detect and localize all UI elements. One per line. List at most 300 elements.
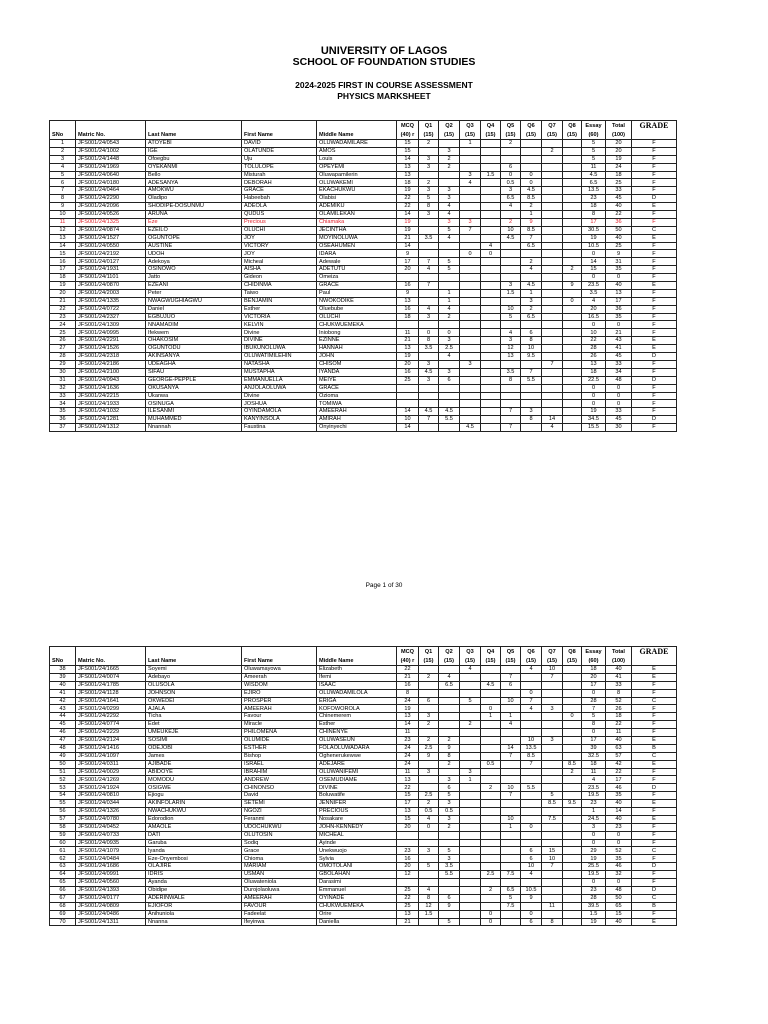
cell-total: 45 [606, 353, 632, 361]
cell-essay: 22.5 [582, 376, 606, 384]
cell-q4 [481, 721, 501, 729]
col-header-blank [632, 130, 677, 140]
cell-q5 [501, 855, 521, 863]
cell-sno: 9 [50, 203, 76, 211]
cell-q4 [481, 155, 501, 163]
cell-q7: 5 [542, 792, 563, 800]
cell-essay: 39 [582, 744, 606, 752]
col-header-q7: Q7 [542, 647, 563, 657]
cell-last-name: IDRIS [146, 871, 242, 879]
cell-mcq: 17 [397, 800, 419, 808]
cell-q4 [481, 416, 501, 424]
cell-matric-no: JFS001/24/1312 [76, 424, 146, 432]
cell-essay: 0 [582, 689, 606, 697]
cell-q8 [563, 918, 582, 926]
cell-q1 [419, 242, 439, 250]
cell-q5: 3.5 [501, 368, 521, 376]
cell-mcq [397, 274, 419, 282]
cell-middle-name: JECINTHA [317, 226, 397, 234]
cell-essay: 28 [582, 345, 606, 353]
cell-essay: 20 [582, 305, 606, 313]
cell-middle-name: OLUWANIFEMI [317, 768, 397, 776]
cell-first-name: VICTORIA [242, 313, 317, 321]
cell-middle-name: FOLAOLUWADARA [317, 744, 397, 752]
cell-first-name: Durojolaoluwa [242, 886, 317, 894]
cell-grade: F [632, 721, 677, 729]
cell-mcq: 16 [397, 305, 419, 313]
cell-q7 [542, 171, 563, 179]
col-header-q7: Q7 [542, 121, 563, 131]
cell-matric-no: JFS001/24/0452 [76, 823, 146, 831]
cell-first-name: CHINONSO [242, 784, 317, 792]
table-row [50, 305, 677, 313]
cell-q4 [481, 234, 501, 242]
cell-essay: 5 [582, 155, 606, 163]
cell-total: 0 [606, 839, 632, 847]
cell-last-name: ILESANMI [146, 408, 242, 416]
cell-q7 [542, 879, 563, 887]
table-row [50, 776, 677, 784]
cell-q7 [542, 823, 563, 831]
table-row [50, 855, 677, 863]
cell-q3 [460, 737, 481, 745]
cell-q4 [481, 673, 501, 681]
cell-q7 [542, 839, 563, 847]
col-header-q6-max: (15) [521, 130, 542, 140]
cell-q6 [521, 879, 542, 887]
cell-q6: 7 [521, 234, 542, 242]
table-row [50, 689, 677, 697]
cell-q8 [563, 839, 582, 847]
cell-q1: 9 [419, 752, 439, 760]
cell-total: 24 [606, 163, 632, 171]
table-row [50, 360, 677, 368]
cell-grade: F [632, 250, 677, 258]
cell-matric-no: JFS001/24/0722 [76, 305, 146, 313]
cell-q8: 9 [563, 282, 582, 290]
cell-essay: 25.5 [582, 863, 606, 871]
cell-total: 46 [606, 863, 632, 871]
cell-q7 [542, 886, 563, 894]
cell-matric-no: JFS001/24/0640 [76, 171, 146, 179]
cell-q3 [460, 384, 481, 392]
cell-mcq: 9 [397, 250, 419, 258]
table-row [50, 713, 677, 721]
cell-q8 [563, 408, 582, 416]
cell-q2: 2 [439, 313, 460, 321]
cell-last-name: Ticha [146, 713, 242, 721]
cell-matric-no: JFS001/24/2124 [76, 737, 146, 745]
cell-q6: 9.5 [521, 353, 542, 361]
cell-middle-name: Elizabeth [317, 666, 397, 674]
cell-grade: F [632, 871, 677, 879]
cell-matric-no: JFS001/24/0733 [76, 831, 146, 839]
cell-q8 [563, 666, 582, 674]
cell-essay: 29 [582, 847, 606, 855]
cell-last-name: Adekoya [146, 258, 242, 266]
cell-q1 [419, 289, 439, 297]
table-row [50, 266, 677, 274]
cell-grade: F [632, 266, 677, 274]
cell-q5: 2 [501, 218, 521, 226]
cell-q5 [501, 705, 521, 713]
cell-q2: 3 [439, 187, 460, 195]
cell-q7 [542, 910, 563, 918]
cell-grade: E [632, 760, 677, 768]
cell-mcq: 16 [397, 368, 419, 376]
cell-middle-name: OLUWASEUN [317, 737, 397, 745]
cell-mcq [397, 831, 419, 839]
cell-q8 [563, 384, 582, 392]
col-header-q5: Q5 [501, 121, 521, 131]
cell-grade: F [632, 329, 677, 337]
cell-matric-no: JFS001/24/1448 [76, 155, 146, 163]
cell-q2 [439, 713, 460, 721]
cell-mcq: 19 [397, 218, 419, 226]
cell-last-name: Edet [146, 721, 242, 729]
cell-essay: 19 [582, 918, 606, 926]
cell-total: 45 [606, 416, 632, 424]
cell-q4 [481, 666, 501, 674]
cell-q2: 6 [439, 894, 460, 902]
cell-q2: 1 [439, 289, 460, 297]
cell-sno: 36 [50, 416, 76, 424]
cell-grade: B [632, 744, 677, 752]
cell-q6: 8.5 [521, 226, 542, 234]
cell-first-name: EJIRO [242, 689, 317, 697]
cell-total: 40 [606, 815, 632, 823]
cell-q6 [521, 768, 542, 776]
cell-middle-name: NWOKODIKE [317, 297, 397, 305]
table-row [50, 744, 677, 752]
cell-q4 [481, 163, 501, 171]
cell-q3 [460, 831, 481, 839]
cell-q2 [439, 179, 460, 187]
cell-total: 0 [606, 274, 632, 282]
cell-q8 [563, 894, 582, 902]
cell-q4 [481, 195, 501, 203]
cell-q8 [563, 337, 582, 345]
cell-total: 40 [606, 800, 632, 808]
table-row [50, 721, 677, 729]
cell-q8 [563, 218, 582, 226]
cell-q8 [563, 737, 582, 745]
cell-matric-no: JFS001/24/1393 [76, 886, 146, 894]
cell-q8 [563, 321, 582, 329]
cell-mcq: 13 [397, 910, 419, 918]
table-row [50, 666, 677, 674]
cell-q8 [563, 195, 582, 203]
cell-mcq: 18 [397, 179, 419, 187]
cell-middle-name: ADEJARE [317, 760, 397, 768]
cell-matric-no: JFS001/24/0560 [76, 879, 146, 887]
cell-q5 [501, 863, 521, 871]
cell-grade: F [632, 705, 677, 713]
cell-mcq: 13 [397, 297, 419, 305]
cell-q7 [542, 313, 563, 321]
cell-q2: 6.5 [439, 681, 460, 689]
cell-middle-name: Ifemi [317, 673, 397, 681]
cell-last-name: OLAJIRE [146, 863, 242, 871]
cell-q8: 2 [563, 768, 582, 776]
cell-middle-name: ADEMIKU [317, 203, 397, 211]
cell-middle-name: Oluwapamilerin [317, 171, 397, 179]
cell-q7 [542, 376, 563, 384]
table-row [50, 211, 677, 219]
cell-q3 [460, 392, 481, 400]
cell-grade: F [632, 258, 677, 266]
cell-q4 [481, 744, 501, 752]
cell-sno: 65 [50, 879, 76, 887]
cell-q6 [521, 721, 542, 729]
cell-q8 [563, 155, 582, 163]
cell-first-name: BENJAMIN [242, 297, 317, 305]
cell-grade: F [632, 839, 677, 847]
cell-q1 [419, 855, 439, 863]
cell-q6 [521, 360, 542, 368]
cell-grade: F [632, 187, 677, 195]
cell-q4 [481, 815, 501, 823]
cell-q2: 8 [439, 752, 460, 760]
cell-total: 33 [606, 408, 632, 416]
col-header-essay-max: (60) [582, 130, 606, 140]
cell-q2: 3 [439, 815, 460, 823]
cell-first-name: Divine [242, 392, 317, 400]
cell-sno: 23 [50, 313, 76, 321]
cell-q6: 3 [521, 297, 542, 305]
cell-q6 [521, 776, 542, 784]
cell-total: 40 [606, 666, 632, 674]
cell-matric-no: JFS001/24/0870 [76, 282, 146, 290]
cell-q1: 3 [419, 360, 439, 368]
cell-matric-no: JFS001/24/1326 [76, 808, 146, 816]
cell-sno: 34 [50, 400, 76, 408]
cell-q2 [439, 400, 460, 408]
col-header-q2-max: (15) [439, 656, 460, 666]
cell-first-name: IBRAHIM [242, 768, 317, 776]
cell-q4 [481, 360, 501, 368]
cell-essay: 4 [582, 776, 606, 784]
cell-middle-name: OLAMILEKAN [317, 211, 397, 219]
cell-essay: 0 [582, 250, 606, 258]
col-header-total-max: (100) [606, 130, 632, 140]
cell-q4: 1 [481, 713, 501, 721]
cell-q7: 2 [542, 147, 563, 155]
cell-q1 [419, 918, 439, 926]
cell-q3: 4.5 [460, 424, 481, 432]
cell-q6: 1 [521, 289, 542, 297]
col-header-last-name: Last Name [146, 130, 242, 140]
cell-grade: F [632, 910, 677, 918]
cell-q4 [481, 902, 501, 910]
cell-q5 [501, 297, 521, 305]
cell-middle-name: Oghenerukewwe [317, 752, 397, 760]
cell-q7 [542, 400, 563, 408]
cell-matric-no: JFS001/24/1101 [76, 274, 146, 282]
cell-first-name: Chioma [242, 855, 317, 863]
cell-sno: 41 [50, 689, 76, 697]
cell-matric-no: JFS001/24/1032 [76, 408, 146, 416]
table-row [50, 681, 677, 689]
cell-q8 [563, 752, 582, 760]
col-header-grade: GRADE [632, 121, 677, 131]
cell-total: 46 [606, 784, 632, 792]
cell-mcq: 13 [397, 713, 419, 721]
cell-q4 [481, 226, 501, 234]
cell-last-name: OGUNTODU [146, 345, 242, 353]
cell-first-name: Oluwateniola [242, 879, 317, 887]
cell-first-name: OLUWATIMILEHIN [242, 353, 317, 361]
cell-q6: 9 [521, 894, 542, 902]
cell-grade: F [632, 211, 677, 219]
cell-q2: 0 [439, 329, 460, 337]
cell-sno: 48 [50, 744, 76, 752]
cell-matric-no: JFS001/24/0311 [76, 760, 146, 768]
cell-middle-name: OLUWADAMILARE [317, 140, 397, 148]
cell-q4 [481, 329, 501, 337]
cell-q3 [460, 800, 481, 808]
cell-last-name: Soyemi [146, 666, 242, 674]
cell-q4: 2.5 [481, 871, 501, 879]
cell-sno: 37 [50, 424, 76, 432]
cell-middle-name: PRECIOUS [317, 808, 397, 816]
cell-q5 [501, 737, 521, 745]
cell-last-name: Ejiogu [146, 792, 242, 800]
table-row [50, 297, 677, 305]
cell-q5: 12 [501, 345, 521, 353]
cell-q8 [563, 392, 582, 400]
cell-last-name: NNAMADIM [146, 321, 242, 329]
cell-q7 [542, 776, 563, 784]
cell-q5 [501, 689, 521, 697]
cell-q7: 10 [542, 855, 563, 863]
cell-q3 [460, 195, 481, 203]
cell-essay: 23.5 [582, 784, 606, 792]
cell-last-name: OSIGWE [146, 784, 242, 792]
cell-q3 [460, 400, 481, 408]
col-header-q1: Q1 [419, 647, 439, 657]
cell-q2: 5 [439, 918, 460, 926]
cell-total: 30 [606, 424, 632, 432]
cell-q2 [439, 140, 460, 148]
cell-grade: C [632, 752, 677, 760]
cell-sno: 31 [50, 376, 76, 384]
table-row [50, 808, 677, 816]
cell-q1: 7 [419, 282, 439, 290]
col-header-essay: Essay [582, 647, 606, 657]
cell-q8 [563, 400, 582, 408]
cell-grade: C [632, 226, 677, 234]
cell-essay: 7 [582, 705, 606, 713]
cell-q5 [501, 400, 521, 408]
cell-q1: 4 [419, 815, 439, 823]
cell-grade: D [632, 416, 677, 424]
col-header-q2: Q2 [439, 121, 460, 131]
cell-middle-name: OYINADE [317, 894, 397, 902]
col-header-blank [242, 121, 317, 131]
cell-sno: 11 [50, 218, 76, 226]
cell-q4 [481, 400, 501, 408]
cell-q7 [542, 211, 563, 219]
cell-q1: 0 [419, 329, 439, 337]
table-row [50, 274, 677, 282]
table-row [50, 179, 677, 187]
cell-q2 [439, 666, 460, 674]
cell-essay: 0 [582, 831, 606, 839]
cell-q7: 14 [542, 416, 563, 424]
cell-essay: 8 [582, 211, 606, 219]
cell-q7: 15 [542, 847, 563, 855]
cell-mcq: 19 [397, 187, 419, 195]
cell-first-name: ANDREW [242, 776, 317, 784]
cell-q1: 2 [419, 673, 439, 681]
cell-middle-name: Sylvia [317, 855, 397, 863]
cell-middle-name: Orire [317, 910, 397, 918]
cell-q5 [501, 831, 521, 839]
cell-sno: 7 [50, 187, 76, 195]
cell-first-name: Favour [242, 713, 317, 721]
cell-mcq: 22 [397, 784, 419, 792]
cell-q7: 8 [542, 918, 563, 926]
col-header-q6: Q6 [521, 121, 542, 131]
cell-mcq: 19 [397, 705, 419, 713]
table-row [50, 863, 677, 871]
cell-q5 [501, 384, 521, 392]
cell-q8 [563, 353, 582, 361]
cell-grade: F [632, 171, 677, 179]
cell-q4 [481, 776, 501, 784]
cell-mcq: 25 [397, 376, 419, 384]
cell-first-name: Miracle [242, 721, 317, 729]
cell-first-name: Gideon [242, 274, 317, 282]
cell-sno: 70 [50, 918, 76, 926]
cell-sno: 51 [50, 768, 76, 776]
cell-q5: 8 [501, 376, 521, 384]
cell-q2: 5.5 [439, 871, 460, 879]
cell-q6: 7 [521, 368, 542, 376]
cell-essay: 3 [582, 823, 606, 831]
cell-q7 [542, 408, 563, 416]
cell-q5 [501, 250, 521, 258]
cell-q8 [563, 360, 582, 368]
cell-q5: 3 [501, 282, 521, 290]
cell-total: 40 [606, 203, 632, 211]
cell-q7 [542, 226, 563, 234]
cell-q4 [481, 345, 501, 353]
cell-q3 [460, 808, 481, 816]
cell-total: 0 [606, 384, 632, 392]
cell-grade: F [632, 297, 677, 305]
cell-essay: 0 [582, 392, 606, 400]
cell-q3 [460, 792, 481, 800]
cell-total: 0 [606, 400, 632, 408]
cell-grade: F [632, 155, 677, 163]
cell-q8 [563, 274, 582, 282]
table-row [50, 155, 677, 163]
cell-q4 [481, 353, 501, 361]
cell-essay: 17 [582, 737, 606, 745]
cell-mcq: 21 [397, 337, 419, 345]
cell-q7 [542, 155, 563, 163]
cell-q4 [481, 768, 501, 776]
cell-last-name: AMOKWU [146, 187, 242, 195]
cell-middle-name: OLUWADAMILOLA [317, 689, 397, 697]
cell-middle-name: TOMIWA [317, 400, 397, 408]
cell-last-name: Eze [146, 218, 242, 226]
cell-q8: 2 [563, 266, 582, 274]
cell-first-name: JOY [242, 250, 317, 258]
cell-total: 15 [606, 910, 632, 918]
